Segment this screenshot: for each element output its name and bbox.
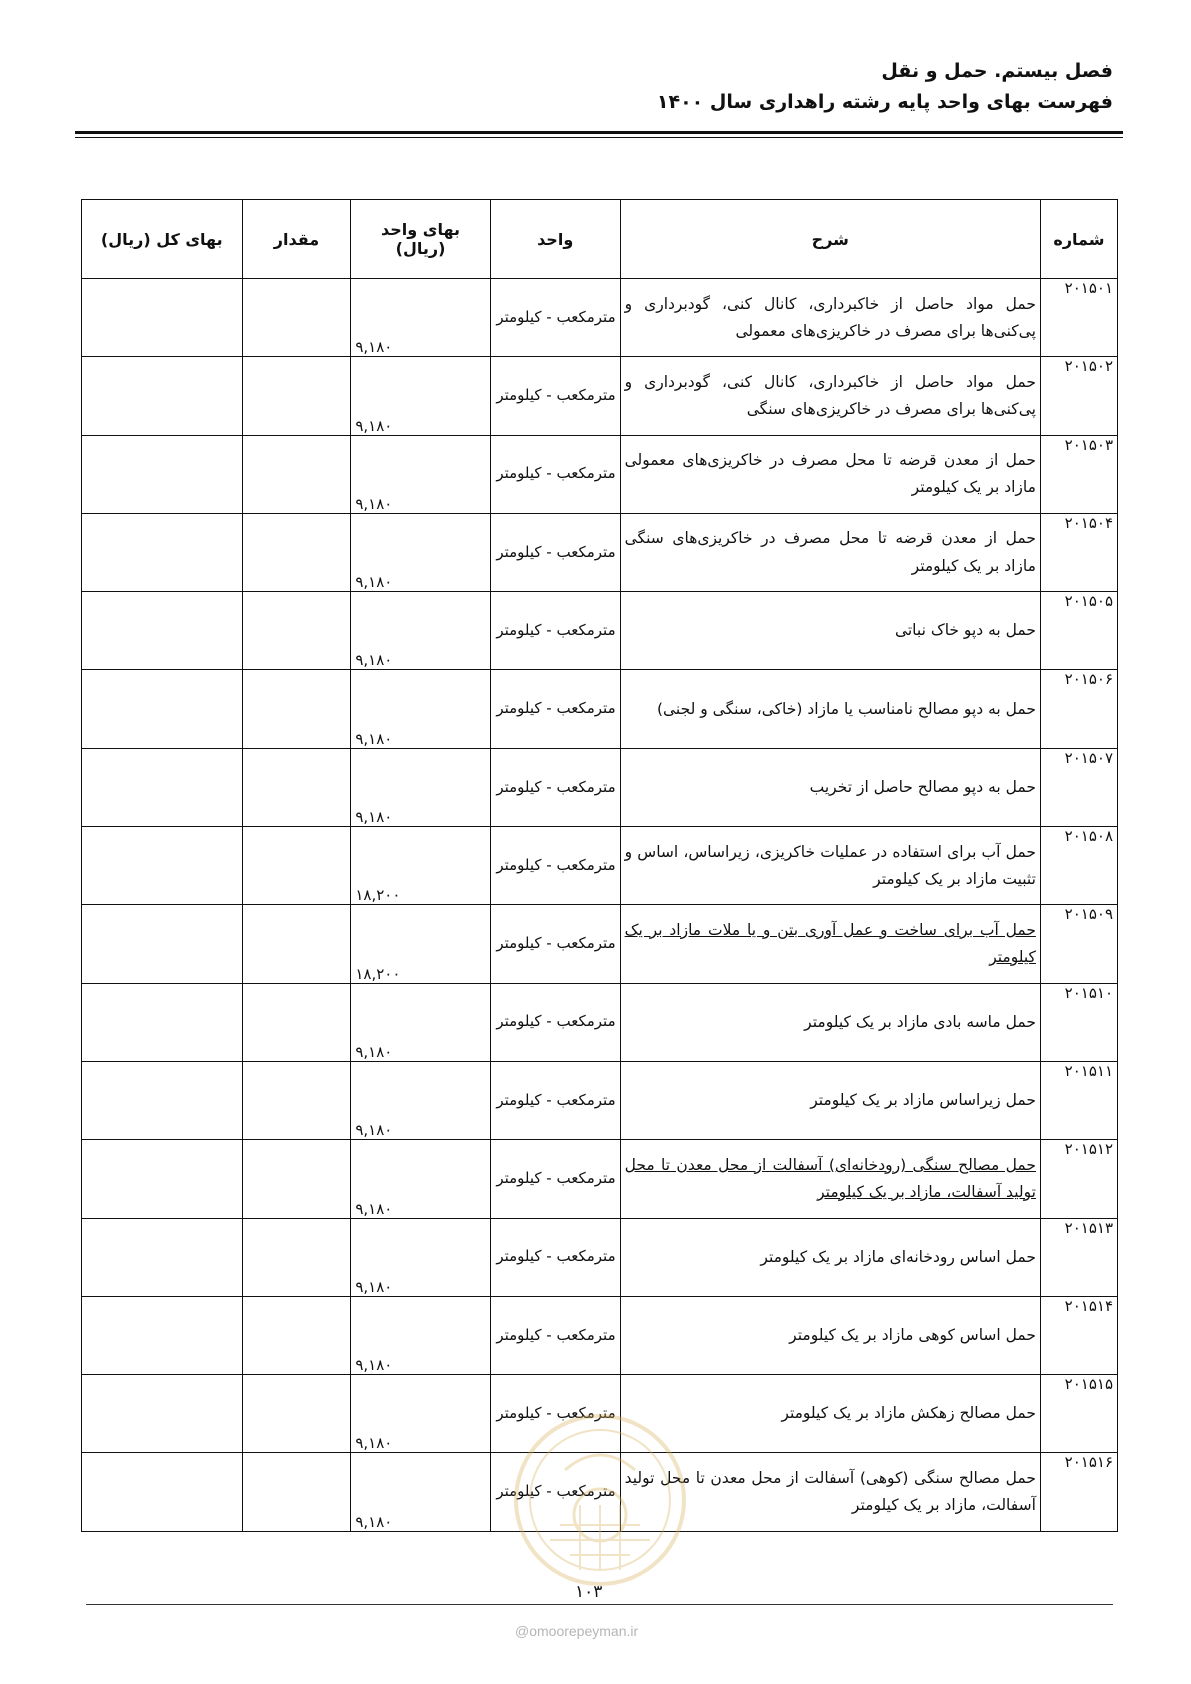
row-unit-price: ۹,۱۸۰ (351, 1453, 490, 1531)
col-header-price: بهای واحد (ریال) (351, 200, 490, 279)
row-unit-price: ۹,۱۸۰ (351, 279, 490, 357)
row-unit: مترمکعب - کیلومتر (490, 827, 620, 905)
table-row (82, 279, 1118, 357)
row-description (620, 1218, 1040, 1296)
row-description (620, 435, 1040, 513)
row-code: ۲۰۱۵۱۳ (1040, 1218, 1117, 1296)
row-description (620, 1296, 1040, 1374)
row-code: ۲۰۱۵۰۸ (1040, 827, 1117, 905)
footer-rule (86, 1604, 1113, 1605)
row-unit-price: ۱۸,۲۰۰ (351, 905, 490, 983)
row-total-price (82, 1218, 243, 1296)
row-description-text: حمل مصالح سنگی (کوهی) آسفالت از محل معدن تا محل تولید آسفالت، مازاد بر یک کیلومتر (624, 1468, 1036, 1515)
row-quantity (242, 1061, 351, 1139)
row-total-price (82, 1140, 243, 1218)
row-description-text: حمل آب برای استفاده در عملیات خاکریزی، زیراساس، اساس و تثبیت مازاد بر یک کیلومتر (624, 842, 1036, 888)
row-description-text: حمل آب برای ساخت و عمل آوری بتن و یا ملات مازاد بر یک کیلومتر (624, 920, 1036, 967)
row-quantity (242, 357, 351, 435)
page-header (657, 60, 1113, 114)
row-unit-price: ۹,۱۸۰ (351, 1375, 490, 1453)
row-quantity (242, 513, 351, 591)
col-header-desc: شرح (620, 200, 1040, 279)
row-description-text: حمل به دپو مصالح نامناسب یا مازاد (خاکی، سنگی و لجنی) (656, 699, 1036, 718)
row-unit-price: ۹,۱۸۰ (351, 748, 490, 826)
row-description (620, 1140, 1040, 1218)
row-code: ۲۰۱۵۱۴ (1040, 1296, 1117, 1374)
row-description (620, 748, 1040, 826)
row-unit-price: ۹,۱۸۰ (351, 435, 490, 513)
row-unit: مترمکعب - کیلومتر (490, 1375, 620, 1453)
document-subtitle: فهرست بهای واحد پایه رشته راهداری سال ۱۴۰۰ (656, 90, 1113, 113)
row-description-text: حمل مواد حاصل از خاکبرداری، کانال کنی، گودبرداری و پی‌کنی‌ها برای مصرف در خاکریزی‌های معمولی (624, 294, 1036, 340)
row-total-price (82, 1296, 243, 1374)
row-code: ۲۰۱۵۰۱ (1040, 279, 1117, 357)
row-unit: مترمکعب - کیلومتر (490, 1061, 620, 1139)
row-unit-price: ۹,۱۸۰ (351, 1218, 490, 1296)
table-header-row (82, 200, 1118, 279)
table-body (82, 279, 1118, 1532)
row-total-price (82, 670, 243, 748)
table-row (82, 357, 1118, 435)
row-quantity (242, 1296, 351, 1374)
row-quantity (242, 435, 351, 513)
row-unit-price: ۱۸,۲۰۰ (351, 827, 490, 905)
row-quantity (242, 1375, 351, 1453)
table-row (82, 827, 1118, 905)
table-row (82, 1218, 1118, 1296)
row-unit: مترمکعب - کیلومتر (490, 513, 620, 591)
row-quantity (242, 983, 351, 1061)
row-code: ۲۰۱۵۱۱ (1040, 1061, 1117, 1139)
table-row (82, 435, 1118, 513)
row-unit: مترمکعب - کیلومتر (490, 357, 620, 435)
row-description-text: حمل زیراساس مازاد بر یک کیلومتر (810, 1091, 1036, 1110)
row-total-price (82, 513, 243, 591)
row-total-price (82, 592, 243, 670)
row-total-price (82, 905, 243, 983)
row-unit: مترمکعب - کیلومتر (490, 435, 620, 513)
col-header-unit: واحد (490, 200, 620, 279)
row-description-text: حمل اساس کوهی مازاد بر یک کیلومتر (789, 1325, 1036, 1344)
row-description-text: حمل به دپو مصالح حاصل از تخریب (809, 777, 1036, 796)
row-total-price (82, 357, 243, 435)
row-unit: مترمکعب - کیلومتر (490, 905, 620, 983)
row-code: ۲۰۱۵۰۹ (1040, 905, 1117, 983)
row-quantity (242, 748, 351, 826)
col-header-code: شماره (1040, 200, 1117, 279)
row-description-text: حمل مصالح سنگی (رودخانه‌ای) آسفالت از محل معدن تا محل تولید آسفالت، مازاد بر یک کیلومتر (624, 1155, 1036, 1201)
row-code: ۲۰۱۵۰۲ (1040, 357, 1117, 435)
row-total-price (82, 279, 243, 357)
row-total-price (82, 1061, 243, 1139)
row-description (620, 905, 1040, 983)
row-unit: مترمکعب - کیلومتر (490, 1218, 620, 1296)
row-quantity (242, 592, 351, 670)
row-description-text: حمل به دپو خاک نباتی (894, 621, 1036, 640)
row-unit: مترمکعب - کیلومتر (490, 1140, 620, 1218)
page-number: ۱۰۳ (575, 1582, 603, 1602)
header-rule-thin (75, 137, 1123, 138)
row-total-price (82, 1453, 243, 1531)
row-unit: مترمکعب - کیلومتر (490, 670, 620, 748)
row-total-price (82, 435, 243, 513)
col-header-total: بهای کل (ریال) (82, 200, 243, 279)
chapter-title: فصل بیستم. حمل و نقل (881, 60, 1113, 82)
table-row (82, 905, 1118, 983)
table-row (82, 670, 1118, 748)
row-unit-price: ۹,۱۸۰ (351, 983, 490, 1061)
row-code: ۲۰۱۵۱۶ (1040, 1453, 1117, 1531)
table-row (82, 748, 1118, 826)
row-code: ۲۰۱۵۰۵ (1040, 592, 1117, 670)
price-table (81, 199, 1118, 1532)
website-link[interactable]: @omoorepeyman.ir (515, 1623, 639, 1639)
row-unit: مترمکعب - کیلومتر (490, 592, 620, 670)
row-description (620, 357, 1040, 435)
row-code: ۲۰۱۵۰۳ (1040, 435, 1117, 513)
row-quantity (242, 827, 351, 905)
row-unit: مترمکعب - کیلومتر (490, 1296, 620, 1374)
seal-watermark-icon (510, 1410, 690, 1590)
row-description-text: حمل از معدن قرضه تا محل مصرف در خاکریزی‌های سنگی مازاد بر یک کیلومتر (624, 529, 1036, 575)
row-description-text: حمل از معدن قرضه تا محل مصرف در خاکریزی‌های معمولی مازاد بر یک کیلومتر (624, 451, 1036, 497)
row-code: ۲۰۱۵۰۶ (1040, 670, 1117, 748)
row-quantity (242, 670, 351, 748)
row-description (620, 513, 1040, 591)
row-unit: مترمکعب - کیلومتر (490, 279, 620, 357)
row-unit-price: ۹,۱۸۰ (351, 357, 490, 435)
row-unit-price: ۹,۱۸۰ (351, 1061, 490, 1139)
row-total-price (82, 748, 243, 826)
row-quantity (242, 1218, 351, 1296)
row-quantity (242, 1140, 351, 1218)
col-header-qty: مقدار (242, 200, 351, 279)
table-row (82, 592, 1118, 670)
row-unit-price: ۹,۱۸۰ (351, 1140, 490, 1218)
table-row (82, 1061, 1118, 1139)
header-rule-thick (75, 131, 1123, 134)
row-description (620, 279, 1040, 357)
table-row (82, 1296, 1118, 1374)
row-unit: مترمکعب - کیلومتر (490, 983, 620, 1061)
row-code: ۲۰۱۵۱۰ (1040, 983, 1117, 1061)
table-row (82, 1140, 1118, 1218)
row-description-text: حمل مواد حاصل از خاکبرداری، کانال کنی، گودبرداری و پی‌کنی‌ها برای مصرف در خاکریزی‌های سنگی (624, 372, 1036, 418)
row-unit-price: ۹,۱۸۰ (351, 670, 490, 748)
row-description-text: حمل ماسه بادی مازاد بر یک کیلومتر (804, 1012, 1036, 1031)
row-code: ۲۰۱۵۰۷ (1040, 748, 1117, 826)
row-description-text: حمل مصالح زهکش مازاد بر یک کیلومتر (781, 1404, 1036, 1423)
row-description-text: حمل اساس رودخانه‌ای مازاد بر یک کیلومتر (760, 1247, 1036, 1266)
row-total-price (82, 827, 243, 905)
table-row (82, 513, 1118, 591)
row-total-price (82, 1375, 243, 1453)
row-quantity (242, 1453, 351, 1531)
row-unit-price: ۹,۱۸۰ (351, 513, 490, 591)
table-row (82, 983, 1118, 1061)
row-quantity (242, 905, 351, 983)
row-unit-price: ۹,۱۸۰ (351, 592, 490, 670)
row-quantity (242, 279, 351, 357)
row-description (620, 592, 1040, 670)
row-unit: مترمکعب - کیلومتر (490, 1453, 620, 1531)
row-unit: مترمکعب - کیلومتر (490, 748, 620, 826)
row-description (620, 983, 1040, 1061)
row-description (620, 1061, 1040, 1139)
row-total-price (82, 983, 243, 1061)
row-code: ۲۰۱۵۱۵ (1040, 1375, 1117, 1453)
row-code: ۲۰۱۵۱۲ (1040, 1140, 1117, 1218)
row-unit-price: ۹,۱۸۰ (351, 1296, 490, 1374)
row-description (620, 670, 1040, 748)
row-description (620, 827, 1040, 905)
row-code: ۲۰۱۵۰۴ (1040, 513, 1117, 591)
